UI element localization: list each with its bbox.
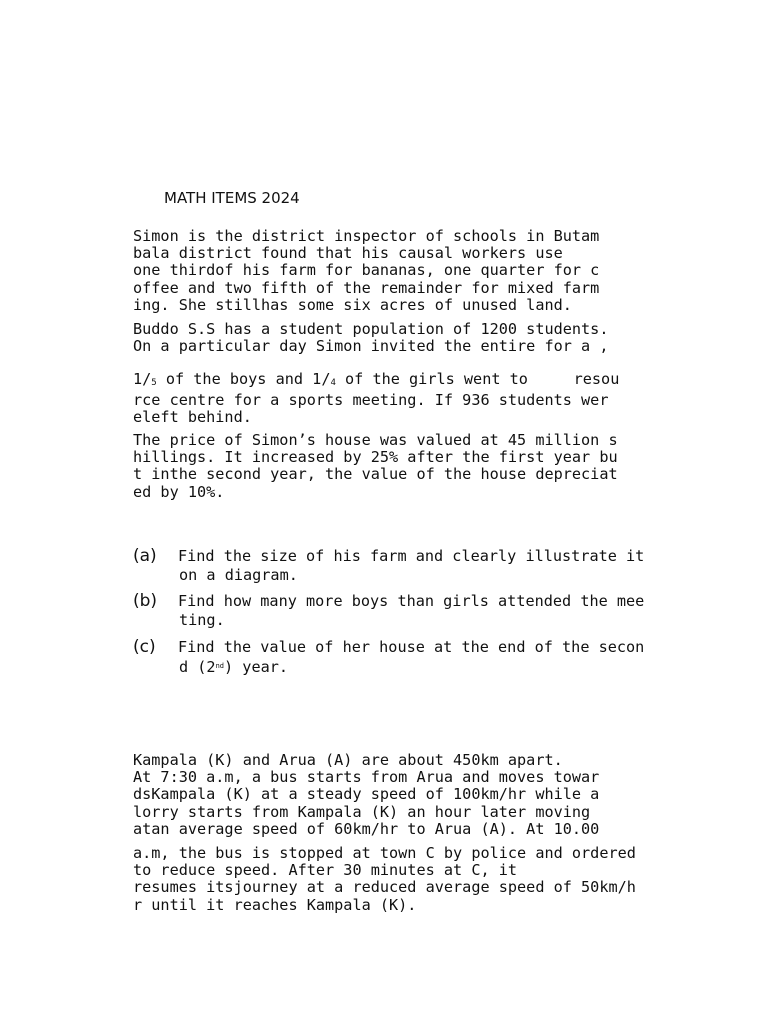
ordinal-superscript: nd [215,661,225,670]
text-line: The price of Simon’s house was valued at 45 million s [133,431,618,449]
text-line: one thirdof his farm for bananas, one quarter for c [133,261,600,280]
travel-problem-paragraph [133,752,693,838]
text-line: At 7:30 a.m, a bus starts from Arua and moves towar [133,768,600,787]
text-line: ing. She stillhas some six acres of unused land. [133,295,572,314]
text-line: offee and two fifth of the remainder for mixed farm [133,278,600,297]
travel-problem-continuation [133,845,693,914]
text-line: ed by 10%. [133,482,225,501]
question-c [133,638,644,676]
text-line: On a particular day Simon invited the entire for a , [133,337,609,356]
sports-meeting-paragraph [133,371,693,427]
question-label: (a) [133,546,157,566]
text-line: to reduce speed. After 30 minutes at C, it [133,861,518,880]
question-a [133,547,644,584]
text-line: Kampala (K) and Arua (A) are about 450km apart. [133,751,563,769]
text-line: $1/_5$ of the boys and $1/_4$ of the girls went to resou [133,370,620,388]
question-label: (b) [133,591,158,611]
question-text: Find the value of her house at the end of the secon [178,638,645,656]
text-line: hillings. It increased by 25% after the first year bu [133,448,618,467]
question-text: d (2nd) year. [179,657,289,676]
text-line: bala district found that his causal workers use [133,244,563,263]
text-line: a.m, the bus is stopped at town C by police and ordered [133,844,636,862]
fraction-one-fifth: $1/_5$ [133,370,157,388]
school-problem-paragraph [133,321,693,355]
question-b [133,592,644,629]
text-line: t inthe second year, the value of the house depreciat [133,465,618,484]
text-line: eleft behind. [133,408,252,427]
question-text: Find how many more boys than girls attended the mee [178,592,645,610]
farm-problem-paragraph [133,228,693,314]
text-line: resumes itsjourney at a reduced average speed of 50km/h [133,878,636,897]
text-line: Buddo S.S has a student population of 1200 students. [133,320,609,338]
text-line: rce centre for a sports meeting. If 936 students wer [133,391,609,410]
house-price-paragraph [133,432,693,501]
question-text: ting. [179,610,225,629]
text-line: atan average speed of 60km/hr to Arua (A). At 10.00 [133,819,600,838]
document-title: MATH ITEMS 2024 [164,189,300,207]
text-line: dsKampala (K) at a steady speed of 100km/hr while a [133,785,600,804]
text-line: Simon is the district inspector of schools in Butam [133,227,600,245]
question-text: Find the size of his farm and clearly illustrate it [178,547,645,565]
fraction-one-quarter: $1/_4$ [312,370,336,388]
question-label: (c) [133,637,156,657]
text-line: lorry starts from Kampala (K) an hour later moving [133,802,591,821]
question-text: on a diagram. [179,565,298,584]
text-line: r until it reaches Kampala (K). [133,895,417,914]
